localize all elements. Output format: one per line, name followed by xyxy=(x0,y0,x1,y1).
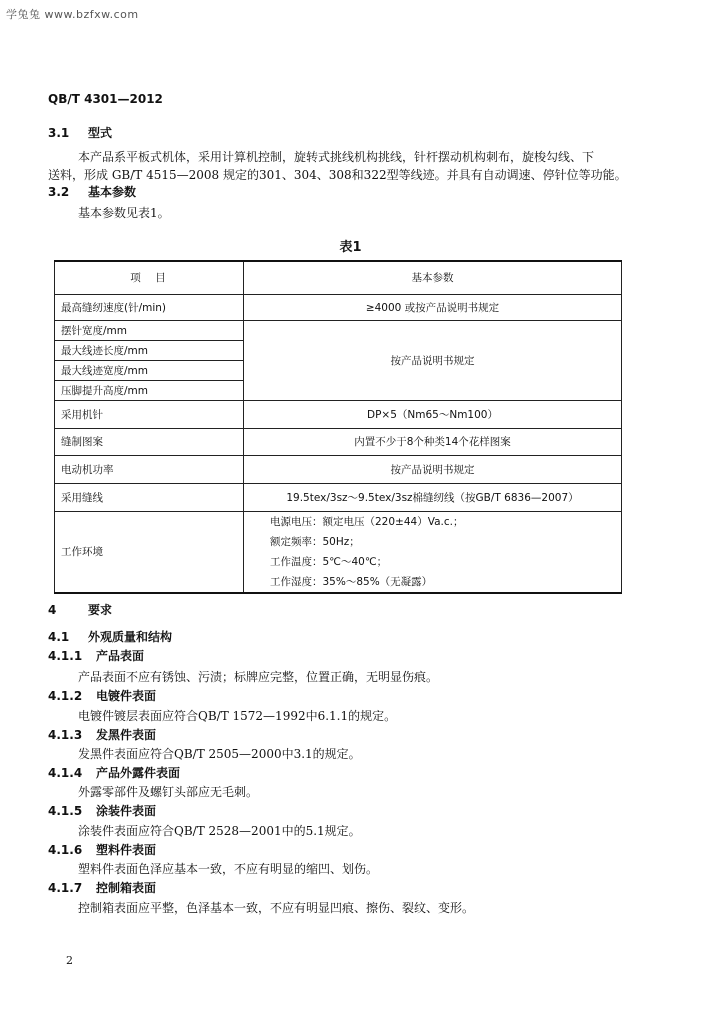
section-title: 型式 xyxy=(88,126,113,140)
section-title: 基本参数 xyxy=(88,185,137,199)
clause-heading xyxy=(48,880,156,896)
clause-number: 4.1.3 xyxy=(48,728,83,742)
clause-number: 4.1.6 xyxy=(48,843,83,857)
clause-title: 产品表面 xyxy=(96,649,145,663)
env-line: 电源电压：额定电压（220±44）Va.c.； xyxy=(270,515,464,528)
clause-text: 外露零部件及螺钉头部应无毛刺。 xyxy=(78,785,259,799)
merged-param: 按产品说明书规定 xyxy=(244,320,622,400)
row-param: DP×5（Nm65～Nm100） xyxy=(244,400,622,428)
env-line: 工作温度：5℃～40℃； xyxy=(270,555,388,568)
clause-heading xyxy=(48,648,144,664)
row-item: 最大线迹宽度/mm xyxy=(55,360,244,380)
clause-heading xyxy=(48,803,156,819)
clause-text: 控制箱表面应平整，色泽基本一致，不应有明显凹痕、擦伤、裂纹、变形。 xyxy=(78,901,475,915)
standard-number: QB/T 4301—2012 xyxy=(48,92,163,106)
clause-number: 4.1.5 xyxy=(48,804,83,818)
row-item: 采用机针 xyxy=(55,400,244,428)
table-row xyxy=(55,455,622,483)
clause-text: 产品表面不应有锈蚀、污渍；标牌应完整，位置正确，无明显伤痕。 xyxy=(78,670,439,684)
row-item: 最高缝纫速度(针/min) xyxy=(55,294,244,320)
table-caption: 表1 xyxy=(339,240,362,255)
row-item: 摆针宽度/mm xyxy=(55,320,244,340)
clause-title: 控制箱表面 xyxy=(96,881,157,895)
env-line: 额定频率：50Hz； xyxy=(270,535,360,548)
row-param: ≥4000 或按产品说明书规定 xyxy=(244,294,622,320)
row-param: 19.5tex/3sz～9.5tex/3sz棉缝纫线（按GB/T 6836—2007） xyxy=(244,483,622,511)
row-param: 内置不少于8个种类14个花样图案 xyxy=(244,428,622,455)
section-title: 要求 xyxy=(88,603,113,617)
env-line: 工作湿度：35%～85%（无凝露） xyxy=(270,575,433,588)
table-header-row xyxy=(55,261,622,294)
watermark: 学兔兔 www.bzfxw.com xyxy=(6,8,139,21)
header-item: 项 目 xyxy=(55,261,244,294)
section-number: 4 xyxy=(48,603,57,617)
section-3-2-heading xyxy=(48,184,136,200)
clause-number: 4.1.7 xyxy=(48,881,83,895)
row-item: 压脚提升高度/mm xyxy=(55,380,244,400)
row-item: 缝制图案 xyxy=(55,428,244,455)
clause-title: 产品外露件表面 xyxy=(96,766,181,780)
table-row xyxy=(55,483,622,511)
section-title: 外观质量和结构 xyxy=(88,630,173,644)
table-row xyxy=(55,320,622,340)
clause-heading xyxy=(48,842,156,858)
page-number: 2 xyxy=(66,954,73,967)
section-number: 3.2 xyxy=(48,185,70,199)
row-param: 按产品说明书规定 xyxy=(244,455,622,483)
clause-title: 涂装件表面 xyxy=(96,804,157,818)
clause-heading xyxy=(48,727,156,743)
clause-title: 发黑件表面 xyxy=(96,728,157,742)
table-row xyxy=(55,294,622,320)
basic-parameters-table xyxy=(54,260,622,594)
section-3-1-text-line-2: 送料，形成 GB/T 4515—2008 规定的301、304、308和322型等线迹。并具有自动调速、停针位等功能。 xyxy=(48,168,627,182)
section-3-1-heading xyxy=(48,125,112,141)
section-number: 3.1 xyxy=(48,126,70,140)
clause-heading xyxy=(48,765,180,781)
clause-text: 涂装件表面应符合QB/T 2528—2001中的5.1规定。 xyxy=(78,824,361,838)
clause-text: 塑料件表面色泽应基本一致，不应有明显的缩凹、划伤。 xyxy=(78,862,379,876)
row-item: 工作环境 xyxy=(55,511,244,593)
row-item: 电动机功率 xyxy=(55,455,244,483)
clause-heading xyxy=(48,688,156,704)
env-param-lines xyxy=(244,511,622,593)
section-3-1-text-line-1: 本产品系平板式机体，采用计算机控制，旋转式挑线机构挑线，针杆摆动机构刺布，旋梭勾线、下 xyxy=(78,150,595,164)
clause-title: 电镀件表面 xyxy=(96,689,157,703)
section-number: 4.1 xyxy=(48,630,70,644)
row-item: 采用缝线 xyxy=(55,483,244,511)
clause-title: 塑料件表面 xyxy=(96,843,157,857)
clause-text: 发黑件表面应符合QB/T 2505—2000中3.1的规定。 xyxy=(78,747,361,761)
section-4-1-heading xyxy=(48,629,172,645)
clause-number: 4.1.4 xyxy=(48,766,83,780)
table-row xyxy=(55,400,622,428)
clause-number: 4.1.2 xyxy=(48,689,83,703)
clause-number: 4.1.1 xyxy=(48,649,83,663)
table-row xyxy=(55,428,622,455)
header-param: 基本参数 xyxy=(244,261,622,294)
table-row xyxy=(55,511,622,593)
clause-text: 电镀件镀层表面应符合QB/T 1572—1992中6.1.1的规定。 xyxy=(78,709,397,723)
section-4-heading xyxy=(48,602,112,618)
section-3-2-text: 基本参数见表1。 xyxy=(78,206,170,220)
row-item: 最大线迹长度/mm xyxy=(55,340,244,360)
